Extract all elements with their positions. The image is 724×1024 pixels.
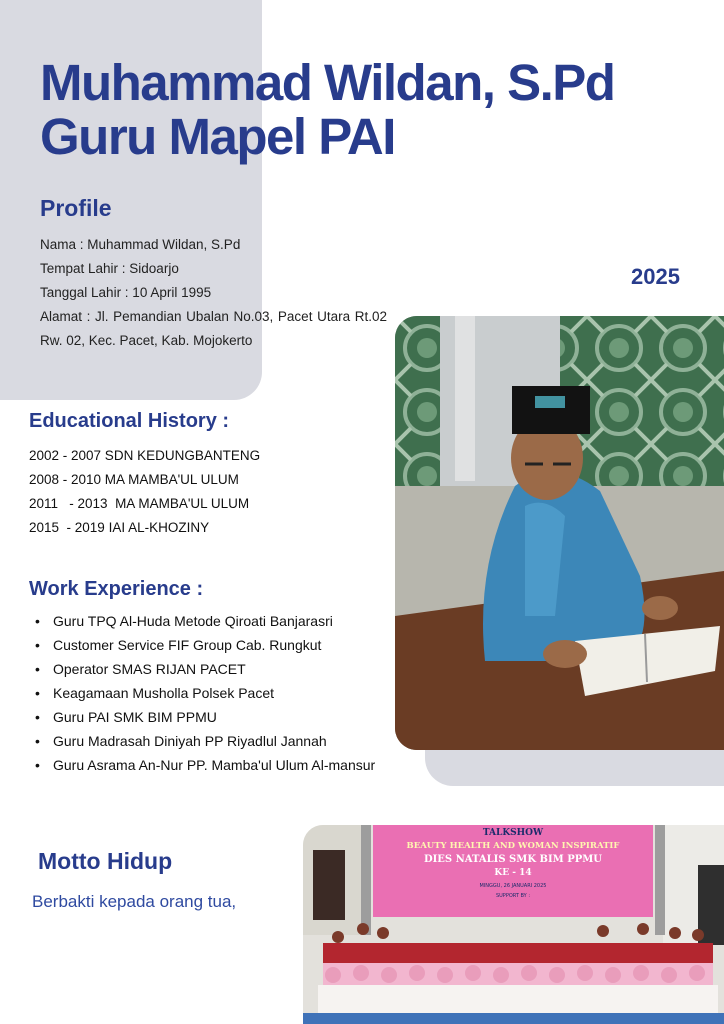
banner-line-1: TALKSHOW (482, 828, 544, 838)
motto-heading: Motto Hidup (38, 848, 173, 874)
work-item (35, 609, 375, 633)
education-heading: Educational History : (29, 410, 230, 432)
work-item (35, 633, 375, 657)
bullet-icon: • (35, 613, 40, 629)
portrait-photo (395, 316, 724, 750)
bullet-icon: • (35, 709, 40, 725)
bullet-icon: • (35, 733, 40, 749)
banner-line-2: BEAUTY HEALTH AND WOMAN INSPIRATIF (406, 841, 620, 851)
profile-alamat: Alamat : Jl. Pemandian Ubalan No.03, Pacet Utara Rt.02 Rw. 02, Kec. Pacet, Kab. Mojokerto (40, 309, 387, 348)
profile-tanggal-lahir: Tanggal Lahir : 10 April 1995 (40, 285, 212, 300)
education-item: 2015 - 2019 IAI AL-KHOZINY (29, 520, 210, 535)
profile-tempat-lahir: Tempat Lahir : Sidoarjo (40, 261, 179, 276)
work-item-label: Operator SMAS RIJAN PACET (53, 661, 246, 677)
profile-heading: Profile (40, 195, 112, 221)
banner-line-5: MINGGU, 26 JANUARI 2025 (479, 883, 547, 889)
profile-details (40, 233, 387, 353)
bullet-icon: • (35, 757, 40, 773)
profile-nama: Nama : Muhammad Wildan, S.Pd (40, 237, 241, 252)
group-photo (303, 825, 724, 1024)
education-item: 2008 - 2010 MA MAMBA'UL ULUM (29, 472, 239, 487)
banner-line-3: DIES NATALIS SMK BIM PPMU (423, 854, 603, 865)
banner-line-6: SUPPORT BY : (495, 893, 531, 899)
work-item-label: Customer Service FIF Group Cab. Rungkut (53, 637, 322, 653)
work-item-label: Guru Madrasah Diniyah PP Riyadlul Jannah (53, 733, 327, 749)
work-item (35, 705, 375, 729)
work-item-label: Guru Asrama An-Nur PP. Mamba'ul Ulum Al-mansur (53, 757, 376, 773)
role-heading: Guru Mapel PAI (40, 108, 395, 165)
name-heading: Muhammad Wildan, S.Pd (40, 54, 615, 111)
bullet-icon: • (35, 685, 40, 701)
work-list (35, 609, 375, 777)
education-list (29, 444, 260, 540)
banner-line-4: KE - 14 (494, 868, 532, 878)
work-item-label: Keagamaan Musholla Polsek Pacet (53, 685, 275, 701)
bullet-icon: • (35, 661, 40, 677)
work-item-label: Guru TPQ Al-Huda Metode Qiroati Banjarasri (53, 613, 333, 629)
bullet-icon: • (35, 637, 40, 653)
work-item-label: Guru PAI SMK BIM PPMU (53, 709, 217, 725)
education-item: 2011 - 2013 MA MAMBA'UL ULUM (29, 496, 250, 511)
work-heading: Work Experience : (29, 578, 204, 600)
motto-text: Berbakti kepada orang tua, (32, 892, 237, 911)
education-item: 2002 - 2007 SDN KEDUNGBANTENG (29, 448, 261, 463)
work-item (35, 729, 375, 753)
year-label: 2025 (631, 264, 680, 289)
work-item (35, 657, 375, 681)
page-title (40, 56, 614, 164)
work-item (35, 753, 375, 777)
work-item (35, 681, 375, 705)
